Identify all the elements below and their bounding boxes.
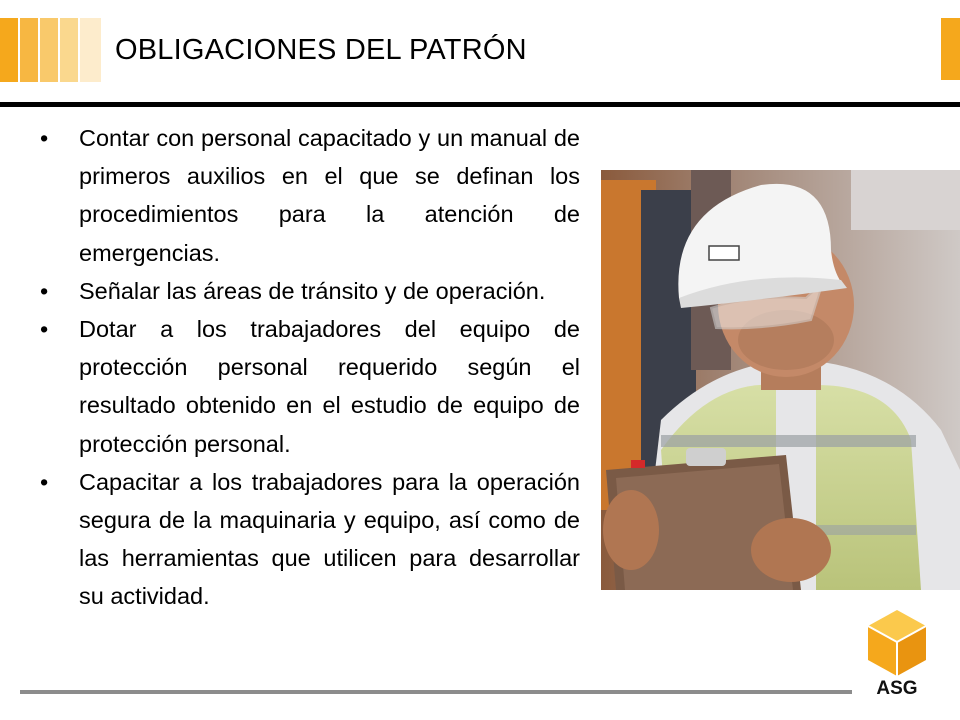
bullet-icon: • [40,125,49,151]
header-right-tab [941,18,960,80]
header-stripe [40,18,58,82]
bullet-text: Dotar a los trabajadores del equipo de protección personal requerido según el resultado obtenido en el estudio de equipo de protección personal. [79,316,580,457]
footer-rule [20,690,852,694]
logo-text: ASG [876,678,918,699]
bullet-icon: • [40,277,49,304]
asg-cube-logo-icon [866,608,928,678]
list-item [40,310,580,463]
list-item [40,272,580,310]
header-stripe [20,18,38,82]
list-item [40,119,580,272]
bullet-icon: • [40,468,49,495]
worker-photo [601,170,960,590]
header-rule [0,102,960,107]
list-item [40,463,580,616]
bullet-list [40,119,580,616]
bullet-text: Señalar las áreas de tránsito y de operación. [79,277,546,304]
slide-title: OBLIGACIONES DEL PATRÓN [115,34,527,66]
header-stripe [0,18,18,82]
slide-content [40,119,580,616]
header-stripe [80,18,101,82]
header-stripe [60,18,78,82]
bullet-text: Capacitar a los trabajadores para la operación segura de la maquinaria y equipo, así como de las herramientas que utilicen para desarrollar su actividad. [79,468,580,610]
bullet-text: Contar con personal capacitado y un manual de primeros auxilios en el que se definan los procedimientos para la atención de emergencias. [79,125,580,266]
bullet-icon: • [40,316,49,343]
